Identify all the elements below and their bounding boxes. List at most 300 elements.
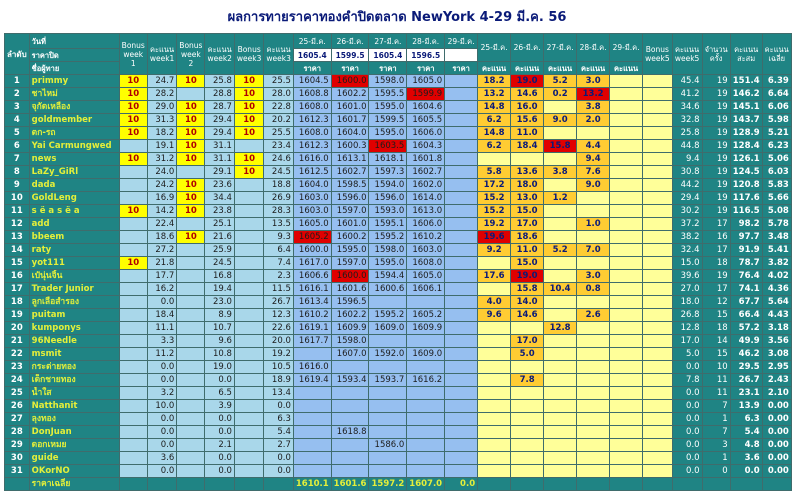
daily-score-cell bbox=[511, 413, 544, 426]
bonus-week2-cell bbox=[177, 361, 205, 374]
bonus-week5-cell bbox=[643, 205, 672, 218]
bonus-week1-cell bbox=[119, 270, 147, 283]
daily-score-cell bbox=[544, 400, 577, 413]
daily-score-cell bbox=[610, 179, 643, 192]
price-guess-cell: 1619.4 bbox=[293, 374, 331, 387]
daily-score-cell: 11.0 bbox=[511, 127, 544, 140]
average-cell: 0.00 bbox=[762, 439, 791, 452]
table-row bbox=[5, 270, 792, 283]
price-guess-cell: 1605.0 bbox=[407, 270, 445, 283]
score-week1-cell: 18.6 bbox=[147, 231, 176, 244]
score-week3-cell: 5.4 bbox=[264, 426, 293, 439]
score-week3-cell: 24.6 bbox=[264, 153, 293, 166]
daily-score-cell bbox=[577, 322, 610, 335]
price-guess-cell: 1593.4 bbox=[331, 374, 369, 387]
score-week1-cell: 0.0 bbox=[147, 465, 176, 478]
price-guess-cell bbox=[445, 88, 478, 101]
total-cell: 143.7 bbox=[730, 114, 762, 127]
bonus-week1-cell bbox=[119, 218, 147, 231]
bonus-week2-cell bbox=[177, 413, 205, 426]
price-guess-cell bbox=[407, 439, 445, 452]
bonus-week5-cell bbox=[643, 374, 672, 387]
daily-score-cell bbox=[577, 374, 610, 387]
price-guess-cell: 1603.0 bbox=[293, 205, 331, 218]
score-week3-cell: 20.2 bbox=[264, 114, 293, 127]
table-row bbox=[5, 127, 792, 140]
score-week1-cell: 31.2 bbox=[147, 153, 176, 166]
price-guess-cell: 1595.0 bbox=[369, 127, 407, 140]
bonus-week3-cell bbox=[234, 205, 263, 218]
price-guess-cell: 1595.0 bbox=[369, 101, 407, 114]
bonus-week3-cell: 10 bbox=[234, 88, 263, 101]
player-name: puitam bbox=[29, 309, 119, 322]
count-cell: 17 bbox=[702, 244, 730, 257]
bonus-week5-cell bbox=[643, 257, 672, 270]
daily-score-cell bbox=[610, 270, 643, 283]
score-week2-cell: 31.1 bbox=[205, 140, 234, 153]
score-date-header: 26-มี.ค. bbox=[511, 34, 544, 62]
daily-score-cell bbox=[577, 361, 610, 374]
score-week2-cell: 19.4 bbox=[205, 283, 234, 296]
close-price: 1596.5 bbox=[407, 49, 445, 62]
score-week2-cell: 0.0 bbox=[205, 452, 234, 465]
score-week5-cell: 12.8 bbox=[672, 322, 702, 335]
total-cell: 49.9 bbox=[730, 335, 762, 348]
bonus-week2-cell: 10 bbox=[177, 231, 205, 244]
score-week5-cell: 39.6 bbox=[672, 270, 702, 283]
total-cell: 26.7 bbox=[730, 374, 762, 387]
score-week2-cell: 6.5 bbox=[205, 387, 234, 400]
total-cell: 120.8 bbox=[730, 179, 762, 192]
table-row bbox=[5, 153, 792, 166]
bonus-week2-cell bbox=[177, 322, 205, 335]
price-guess-cell bbox=[445, 114, 478, 127]
price-guess-cell: 1593.7 bbox=[369, 374, 407, 387]
bonus-week5-cell bbox=[643, 296, 672, 309]
score-table bbox=[4, 33, 792, 491]
price-guess-cell bbox=[445, 387, 478, 400]
daily-score-cell bbox=[478, 348, 511, 361]
daily-score-cell bbox=[610, 335, 643, 348]
count-cell: 1 bbox=[702, 452, 730, 465]
daily-score-cell bbox=[544, 127, 577, 140]
price-guess-cell bbox=[293, 465, 331, 478]
score-week5-cell: 38.2 bbox=[672, 231, 702, 244]
rank-cell: 16 bbox=[5, 270, 30, 283]
price-guess-cell bbox=[369, 335, 407, 348]
average-cell: 0.00 bbox=[762, 400, 791, 413]
price-guess-cell: 1610.2 bbox=[407, 231, 445, 244]
score-week2-header: คะแนน week2 bbox=[205, 34, 234, 75]
price-guess-cell: 1617.0 bbox=[293, 257, 331, 270]
avg-price: 1610.1 bbox=[293, 478, 331, 491]
price-guess-cell: 1614.0 bbox=[407, 192, 445, 205]
bonus-week3-cell bbox=[234, 426, 263, 439]
score-week3-cell: 6.3 bbox=[264, 413, 293, 426]
total-cell: 78.7 bbox=[730, 257, 762, 270]
score-week5-cell: 30.8 bbox=[672, 166, 702, 179]
daily-score-cell bbox=[577, 205, 610, 218]
price-guess-cell: 1602.2 bbox=[331, 309, 369, 322]
score-week5-cell: 32.8 bbox=[672, 114, 702, 127]
daily-score-cell: 3.0 bbox=[577, 75, 610, 88]
rank-cell: 24 bbox=[5, 374, 30, 387]
rank-cell: 14 bbox=[5, 244, 30, 257]
score-week3-cell: 22.8 bbox=[264, 101, 293, 114]
price-guess-cell: 1603.0 bbox=[293, 192, 331, 205]
count-cell: 14 bbox=[702, 335, 730, 348]
score-week1-cell: 31.3 bbox=[147, 114, 176, 127]
price-guess-cell bbox=[331, 400, 369, 413]
avg-price: 1597.2 bbox=[369, 478, 407, 491]
score-week5-cell: 18.0 bbox=[672, 296, 702, 309]
table-row bbox=[5, 309, 792, 322]
total-cell: 3.6 bbox=[730, 452, 762, 465]
bonus-week2-cell bbox=[177, 439, 205, 452]
daily-score-cell: 18.0 bbox=[511, 179, 544, 192]
price-date-header: 25-มี.ค. bbox=[293, 34, 331, 49]
price-guess-cell: 1602.7 bbox=[331, 166, 369, 179]
score-week5-cell: 9.4 bbox=[672, 153, 702, 166]
price-guess-cell bbox=[293, 387, 331, 400]
daily-score-cell bbox=[544, 465, 577, 478]
score-week2-cell: 0.0 bbox=[205, 413, 234, 426]
score-week5-cell: 41.2 bbox=[672, 88, 702, 101]
price-guess-cell: 1606.1 bbox=[407, 283, 445, 296]
player-name: primmy bbox=[29, 75, 119, 88]
score-week5-cell: 27.0 bbox=[672, 283, 702, 296]
price-guess-cell: 1601.8 bbox=[407, 153, 445, 166]
daily-score-cell bbox=[544, 361, 577, 374]
score-week3-cell: 9.3 bbox=[264, 231, 293, 244]
rank-cell: 31 bbox=[5, 465, 30, 478]
daily-score-cell bbox=[610, 309, 643, 322]
daily-score-cell: 9.0 bbox=[577, 179, 610, 192]
average-cell: 5.98 bbox=[762, 114, 791, 127]
bonus-week1-cell bbox=[119, 387, 147, 400]
daily-score-cell bbox=[511, 452, 544, 465]
bonus-week2-cell: 10 bbox=[177, 114, 205, 127]
price-guess-cell bbox=[407, 400, 445, 413]
bonus-week2-cell bbox=[177, 270, 205, 283]
bonus-week3-cell bbox=[234, 361, 263, 374]
daily-score-cell: 13.2 bbox=[577, 88, 610, 101]
score-week2-cell: 25.1 bbox=[205, 218, 234, 231]
score-week3-cell: 18.8 bbox=[264, 179, 293, 192]
bonus-week1-cell bbox=[119, 452, 147, 465]
daily-score-cell: 16.0 bbox=[511, 101, 544, 114]
bonus-week5-cell bbox=[643, 153, 672, 166]
average-cell: 0.00 bbox=[762, 452, 791, 465]
score-week5-cell: 0.0 bbox=[672, 387, 702, 400]
count-cell: 19 bbox=[702, 75, 730, 88]
bonus-week2-cell bbox=[177, 374, 205, 387]
daily-score-cell bbox=[577, 348, 610, 361]
count-cell: 7 bbox=[702, 426, 730, 439]
bonus-week5-cell bbox=[643, 348, 672, 361]
daily-score-cell bbox=[544, 179, 577, 192]
bonus-week1-cell bbox=[119, 309, 147, 322]
daily-score-cell bbox=[610, 426, 643, 439]
daily-score-cell bbox=[577, 426, 610, 439]
price-guess-cell: 1604.0 bbox=[331, 127, 369, 140]
score-date-header: 27-มี.ค. bbox=[544, 34, 577, 62]
price-guess-cell: 1592.0 bbox=[369, 348, 407, 361]
score-week1-cell: 0.0 bbox=[147, 374, 176, 387]
avg-blank bbox=[5, 478, 30, 491]
price-guess-cell bbox=[445, 296, 478, 309]
bonus-week5-cell bbox=[643, 387, 672, 400]
total-cell: 116.5 bbox=[730, 205, 762, 218]
player-name: ดอกเหมย bbox=[29, 439, 119, 452]
table-row bbox=[5, 296, 792, 309]
player-label: ชื่อผู้ทาย bbox=[29, 62, 119, 75]
price-guess-cell bbox=[445, 218, 478, 231]
price-guess-cell bbox=[407, 465, 445, 478]
price-guess-cell bbox=[445, 153, 478, 166]
daily-score-cell bbox=[610, 244, 643, 257]
score-date-header: 25-มี.ค. bbox=[478, 34, 511, 62]
player-name: bbeem bbox=[29, 231, 119, 244]
average-cell: 5.06 bbox=[762, 153, 791, 166]
price-date-header: 26-มี.ค. bbox=[331, 34, 369, 49]
score-week1-cell: 3.6 bbox=[147, 452, 176, 465]
score-week5-cell: 45.4 bbox=[672, 75, 702, 88]
daily-score-cell: 13.6 bbox=[511, 166, 544, 179]
player-name: Yai Carmungwed bbox=[29, 140, 119, 153]
score-week5-cell: 37.2 bbox=[672, 218, 702, 231]
count-cell: 15 bbox=[702, 348, 730, 361]
score-week5-cell: 34.6 bbox=[672, 101, 702, 114]
score-week1-cell: 11.1 bbox=[147, 322, 176, 335]
daily-score-cell bbox=[511, 439, 544, 452]
bonus-week3-header: Bonus week3 bbox=[234, 34, 263, 75]
price-guess-cell: 1602.7 bbox=[407, 166, 445, 179]
daily-score-cell: 3.8 bbox=[544, 166, 577, 179]
rank-cell: 5 bbox=[5, 127, 30, 140]
price-guess-cell bbox=[407, 335, 445, 348]
price-guess-cell bbox=[369, 296, 407, 309]
daily-score-cell bbox=[610, 218, 643, 231]
price-guess-cell bbox=[445, 452, 478, 465]
average-cell: 3.08 bbox=[762, 348, 791, 361]
average-cell: 6.39 bbox=[762, 75, 791, 88]
daily-score-cell bbox=[478, 387, 511, 400]
rank-cell: 27 bbox=[5, 413, 30, 426]
total-cell: 66.4 bbox=[730, 309, 762, 322]
score-week3-cell: 19.2 bbox=[264, 348, 293, 361]
score-week5-cell: 30.2 bbox=[672, 205, 702, 218]
score-week1-cell: 16.9 bbox=[147, 192, 176, 205]
daily-score-cell bbox=[511, 153, 544, 166]
daily-score-cell bbox=[544, 426, 577, 439]
price-guess-cell bbox=[331, 361, 369, 374]
score-week2-cell: 10.7 bbox=[205, 322, 234, 335]
table-row bbox=[5, 387, 792, 400]
average-cell: 2.10 bbox=[762, 387, 791, 400]
score-week2-cell: 34.4 bbox=[205, 192, 234, 205]
daily-score-cell bbox=[610, 413, 643, 426]
daily-score-cell bbox=[610, 387, 643, 400]
price-guess-cell: 1596.5 bbox=[331, 296, 369, 309]
score-week5-cell: 26.8 bbox=[672, 309, 702, 322]
daily-score-cell bbox=[511, 426, 544, 439]
score-week1-cell: 3.3 bbox=[147, 335, 176, 348]
table-row bbox=[5, 75, 792, 88]
bonus-week2-cell: 10 bbox=[177, 192, 205, 205]
rank-cell: 15 bbox=[5, 257, 30, 270]
daily-score-cell bbox=[577, 452, 610, 465]
average-cell: 5.83 bbox=[762, 179, 791, 192]
price-guess-cell: 1608.8 bbox=[293, 88, 331, 101]
price-guess-cell: 1602.0 bbox=[407, 179, 445, 192]
table-row bbox=[5, 179, 792, 192]
daily-score-cell bbox=[478, 426, 511, 439]
price-guess-cell bbox=[293, 413, 331, 426]
daily-score-cell: 1.0 bbox=[577, 218, 610, 231]
daily-score-cell bbox=[610, 439, 643, 452]
price-guess-cell bbox=[369, 413, 407, 426]
price-guess-cell: 1616.0 bbox=[293, 361, 331, 374]
count-cell: 0 bbox=[702, 465, 730, 478]
total-cell: 98.2 bbox=[730, 218, 762, 231]
daily-score-cell bbox=[478, 452, 511, 465]
daily-score-cell: 0.8 bbox=[577, 283, 610, 296]
score-week3-cell: 2.3 bbox=[264, 270, 293, 283]
price-guess-cell: 1613.4 bbox=[293, 296, 331, 309]
date-label: วันที่ bbox=[29, 34, 119, 49]
daily-score-cell: 3.0 bbox=[577, 270, 610, 283]
bonus-week5-cell bbox=[643, 127, 672, 140]
rank-cell: 4 bbox=[5, 114, 30, 127]
count-cell: 18 bbox=[702, 322, 730, 335]
score-week5-cell: 0.0 bbox=[672, 439, 702, 452]
price-guess-cell bbox=[331, 439, 369, 452]
price-guess-cell: 1617.7 bbox=[293, 335, 331, 348]
rank-cell: 9 bbox=[5, 179, 30, 192]
count-cell: 19 bbox=[702, 179, 730, 192]
price-guess-cell bbox=[407, 413, 445, 426]
price-guess-cell bbox=[445, 374, 478, 387]
table-row bbox=[5, 257, 792, 270]
price-guess-cell: 1597.3 bbox=[369, 166, 407, 179]
price-guess-cell: 1606.0 bbox=[407, 127, 445, 140]
daily-score-cell bbox=[544, 101, 577, 114]
daily-score-cell bbox=[610, 452, 643, 465]
count-cell: 3 bbox=[702, 439, 730, 452]
bonus-week3-cell bbox=[234, 387, 263, 400]
daily-score-cell bbox=[577, 413, 610, 426]
price-guess-cell: 1608.0 bbox=[407, 257, 445, 270]
score-week5-cell: 0.0 bbox=[672, 400, 702, 413]
bonus-week2-cell bbox=[177, 88, 205, 101]
daily-score-cell: 15.8 bbox=[544, 140, 577, 153]
bonus-week1-cell bbox=[119, 361, 147, 374]
bonus-week2-cell: 10 bbox=[177, 75, 205, 88]
player-name: raty bbox=[29, 244, 119, 257]
bonus-week2-cell bbox=[177, 465, 205, 478]
price-guess-cell: 1595.2 bbox=[369, 231, 407, 244]
close-price: 1605.4 bbox=[369, 49, 407, 62]
price-guess-cell: 1619.1 bbox=[293, 322, 331, 335]
count-cell: 19 bbox=[702, 140, 730, 153]
daily-score-cell: 19.6 bbox=[478, 231, 511, 244]
total-cell: 126.1 bbox=[730, 153, 762, 166]
price-guess-cell bbox=[445, 244, 478, 257]
score-week2-cell: 31.1 bbox=[205, 153, 234, 166]
price-guess-cell bbox=[331, 465, 369, 478]
player-name: ลุงทอง bbox=[29, 413, 119, 426]
price-guess-cell: 1600.0 bbox=[293, 244, 331, 257]
count-cell: 15 bbox=[702, 309, 730, 322]
table-row bbox=[5, 192, 792, 205]
daily-score-cell: 5.8 bbox=[478, 166, 511, 179]
price-guess-cell: 1606.6 bbox=[293, 270, 331, 283]
bonus-week1-cell bbox=[119, 296, 147, 309]
daily-score-cell: 19.2 bbox=[478, 218, 511, 231]
price-guess-cell: 1612.3 bbox=[293, 114, 331, 127]
price-guess-cell: 1609.9 bbox=[407, 322, 445, 335]
bonus-week5-cell bbox=[643, 413, 672, 426]
bonus-week3-cell bbox=[234, 374, 263, 387]
price-guess-cell: 1612.3 bbox=[293, 140, 331, 153]
bonus-week5-cell bbox=[643, 192, 672, 205]
daily-score-cell: 14.0 bbox=[511, 296, 544, 309]
score-week5-cell: 0.0 bbox=[672, 452, 702, 465]
daily-score-cell bbox=[478, 400, 511, 413]
price-guess-cell: 1597.0 bbox=[331, 205, 369, 218]
daily-score-cell bbox=[610, 140, 643, 153]
score-week5-cell: 32.4 bbox=[672, 244, 702, 257]
price-guess-cell bbox=[445, 322, 478, 335]
total-cell: 74.1 bbox=[730, 283, 762, 296]
price-guess-cell bbox=[445, 140, 478, 153]
daily-score-cell bbox=[544, 205, 577, 218]
score-word: คะแนน bbox=[478, 62, 511, 75]
score-week3-cell: 23.4 bbox=[264, 140, 293, 153]
daily-score-cell bbox=[511, 465, 544, 478]
count-cell: 19 bbox=[702, 270, 730, 283]
score-week1-cell: 11.2 bbox=[147, 348, 176, 361]
price-word: ราคา bbox=[407, 62, 445, 75]
total-cell: 23.1 bbox=[730, 387, 762, 400]
bonus-week2-cell bbox=[177, 426, 205, 439]
daily-score-cell bbox=[544, 413, 577, 426]
score-week2-cell: 21.6 bbox=[205, 231, 234, 244]
score-week5-cell: 15.0 bbox=[672, 257, 702, 270]
daily-score-cell: 15.0 bbox=[511, 257, 544, 270]
daily-score-cell bbox=[478, 335, 511, 348]
rank-cell: 19 bbox=[5, 309, 30, 322]
score-week5-header: คะแนน week5 bbox=[672, 34, 702, 75]
total-cell: 128.9 bbox=[730, 127, 762, 140]
score-week2-cell: 29.1 bbox=[205, 166, 234, 179]
price-guess-cell: 1613.1 bbox=[331, 153, 369, 166]
price-guess-cell bbox=[445, 166, 478, 179]
rank-cell: 13 bbox=[5, 231, 30, 244]
count-cell: 19 bbox=[702, 166, 730, 179]
rank-cell: 25 bbox=[5, 387, 30, 400]
price-guess-cell: 1613.0 bbox=[407, 205, 445, 218]
price-guess-cell: 1608.0 bbox=[293, 127, 331, 140]
score-week1-cell: 16.2 bbox=[147, 283, 176, 296]
count-cell: 1 bbox=[702, 413, 730, 426]
bonus-week1-cell bbox=[119, 244, 147, 257]
score-week3-cell: 20.0 bbox=[264, 335, 293, 348]
bonus-week5-cell bbox=[643, 179, 672, 192]
daily-score-cell: 9.0 bbox=[544, 114, 577, 127]
bonus-week3-cell bbox=[234, 231, 263, 244]
